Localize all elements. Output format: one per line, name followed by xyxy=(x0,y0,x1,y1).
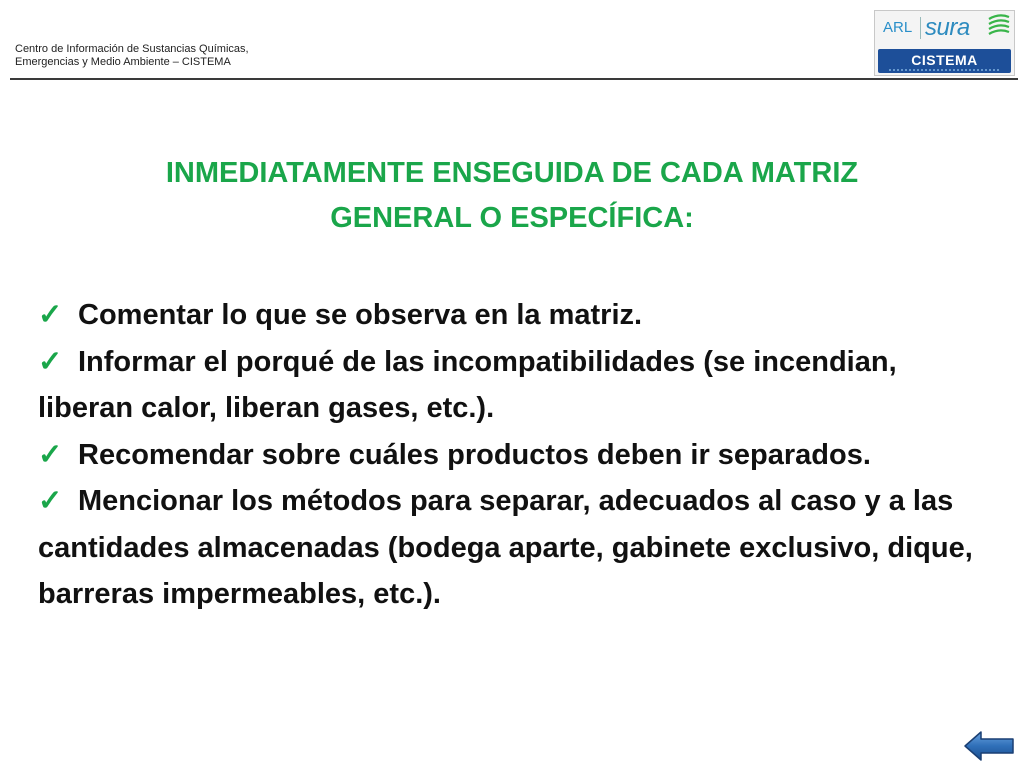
org-line-1: Centro de Información de Sustancias Químicas, xyxy=(15,43,249,55)
check-icon: ✓ xyxy=(38,438,63,471)
sura-swoosh-icon xyxy=(987,13,1011,41)
bullet-text: Informar el porqué de las incompatibilidades (se incendian, liberan calor, liberan gases, etc.). xyxy=(38,345,897,424)
check-icon: ✓ xyxy=(38,485,63,517)
logo-dots xyxy=(888,69,1001,71)
back-button[interactable] xyxy=(963,729,1015,763)
logo-cistema-text: CISTEMA xyxy=(911,52,978,68)
list-item xyxy=(38,292,998,339)
arl-sura-cistema-logo xyxy=(874,10,1015,76)
slide-title xyxy=(40,151,984,241)
logo-top-band xyxy=(875,11,1014,46)
organization-name xyxy=(15,43,249,69)
bullet-text: Comentar lo que se observa en la matriz. xyxy=(78,299,643,331)
list-item xyxy=(38,478,998,618)
title-line-1: INMEDIATAMENTE ENSEGUIDA DE CADA MATRIZ xyxy=(165,157,859,189)
logo-sura-text: sura xyxy=(925,14,970,41)
title-line-2: GENERAL O ESPECÍFICA: xyxy=(330,202,694,234)
logo-arl-text: ARL xyxy=(883,19,913,36)
bullet-list xyxy=(38,292,998,618)
bullet-text: Recomendar sobre cuáles productos deben ir separados. xyxy=(78,438,871,471)
list-item xyxy=(38,432,998,479)
logo-cistema-bar xyxy=(878,49,1011,73)
check-icon: ✓ xyxy=(38,299,63,331)
back-arrow-icon xyxy=(963,729,1015,763)
check-icon: ✓ xyxy=(38,345,63,378)
header-divider xyxy=(10,78,1018,80)
org-line-2: Emergencias y Medio Ambiente – CISTEMA xyxy=(15,56,231,68)
bullet-text: Mencionar los métodos para separar, adecuados al caso y a las cantidades almacenadas (bodega aparte, gabinete exclusivo, dique, barreras impermeables, etc.). xyxy=(38,485,973,610)
list-item xyxy=(38,339,998,432)
logo-separator xyxy=(920,17,921,39)
